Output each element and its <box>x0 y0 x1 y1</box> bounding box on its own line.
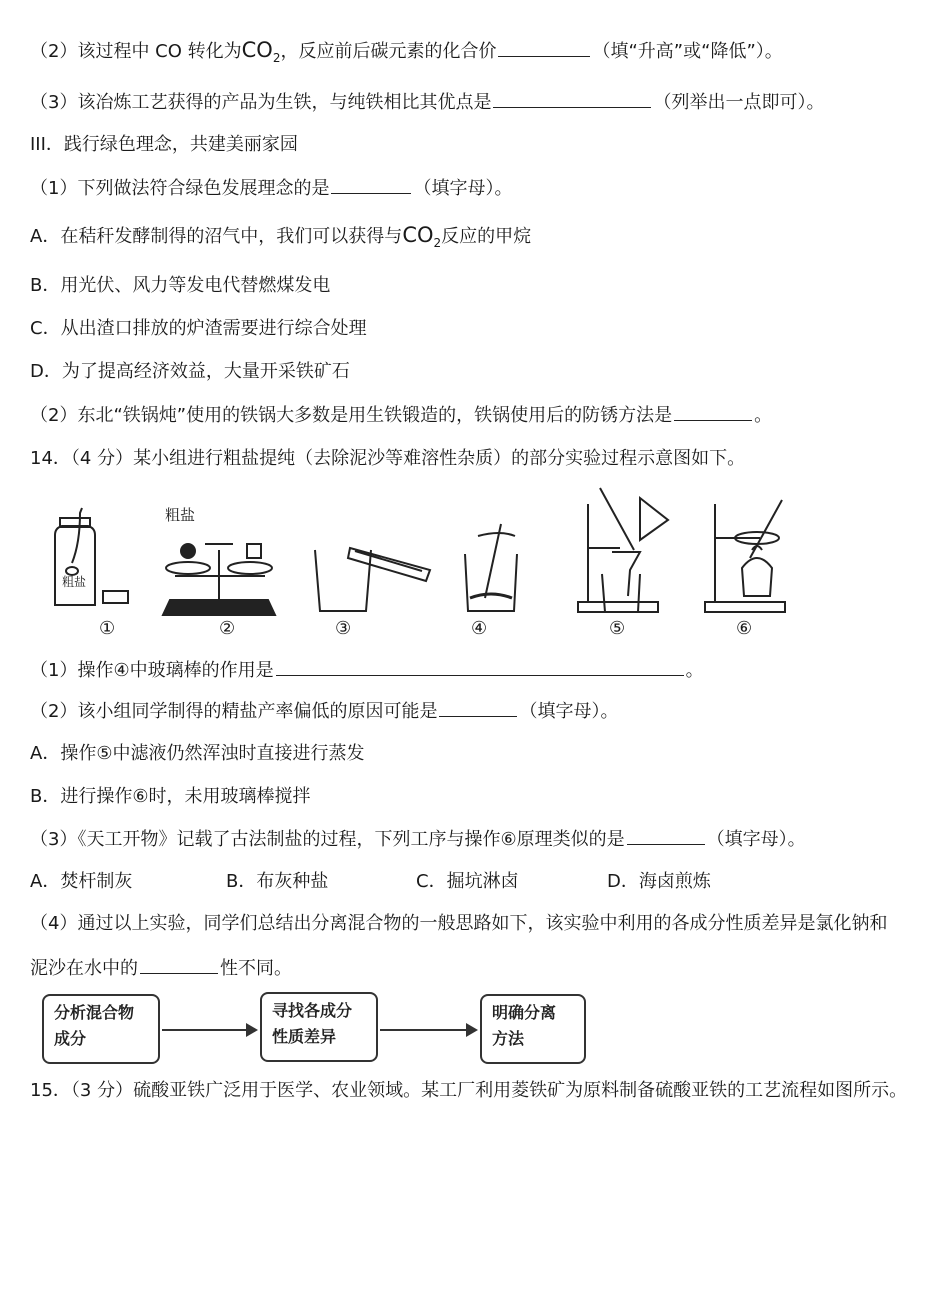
step-label-3: ③ <box>335 618 352 639</box>
question-15-title: 15．（3 分）硫酸亚铁广泛用于医学、农业领域。某工厂利用菱铁矿为原料制备硫酸亚铁的工艺流程如图所示。 <box>30 1080 908 1101</box>
stirring-beaker-icon <box>465 524 517 611</box>
answer-blank[interactable] <box>627 826 705 845</box>
question-3-2-rust: （2）东北“铁锅炖”使用的铁锅大多数是用生铁锻造的，铁锅使用后的防锈方法是 。 <box>30 402 945 429</box>
step-label-2: ② <box>219 618 236 639</box>
jar-label: 粗盐 <box>62 575 87 589</box>
step-label-1: ① <box>99 618 116 639</box>
section-3-title: III．践行绿色理念，共建美丽家园 <box>30 134 298 155</box>
question-3-1-green: （1）下列做法符合绿色发展理念的是 （填字母）。 <box>30 175 945 202</box>
pouring-beaker-icon <box>315 548 430 611</box>
option-c: C．从出渣口排放的炉渣需要进行综合处理 <box>30 318 367 339</box>
co2-formula: $CO_2$ <box>241 38 281 65</box>
evaporation-stand-icon <box>705 500 785 612</box>
question-14-3: （3）《天工开物》记载了古法制盐的过程，下列工序与操作⑥原理类似的是 （填字母）。 <box>30 826 945 853</box>
co2-formula: $CO_2$ <box>402 223 442 250</box>
filtration-stand-icon <box>578 488 668 612</box>
option-d: D．海卤煎炼 <box>607 871 711 892</box>
question-14-2: （2）该小组同学制得的精盐产率偏低的原因可能是 （填字母）。 <box>30 698 945 725</box>
answer-blank[interactable] <box>498 38 590 57</box>
flow-arrow-1 <box>162 1029 256 1031</box>
question-14-2-option-a: A．操作⑤中滤液仍然浑浊时直接进行蒸发 <box>30 743 365 764</box>
flow-step-analyze: 分析混合物 成分 <box>42 994 160 1064</box>
answer-blank[interactable] <box>276 657 684 676</box>
question-3-pig-iron: （3）该冶炼工艺获得的产品为生铁，与纯铁相比其优点是 （列举出一点即可）。 <box>30 89 945 116</box>
question-14-2-option-b: B．进行操作⑥时，未用玻璃棒搅拌 <box>30 786 311 807</box>
step-label-4: ④ <box>471 618 488 639</box>
answer-blank[interactable] <box>674 402 752 421</box>
option-b: B．用光伏、风力等发电代替燃煤发电 <box>30 275 331 296</box>
question-14-4-line1: （4）通过以上实验，同学们总结出分离混合物的一般思路如下，该实验中利用的各成分性质差异是氯化钠和 <box>30 913 888 934</box>
question-14-4-line2: 泥沙在水中的 性不同。 <box>30 955 945 982</box>
option-a: A．焚杆制灰 <box>30 871 133 892</box>
option-a: A．在秸秆发酵制得的沼气中，我们可以获得与$CO_2$反应的甲烷 <box>30 223 532 250</box>
balance-icon <box>163 544 275 615</box>
answer-blank[interactable] <box>140 955 218 974</box>
question-2-carbon-valence: （2）该过程中 CO 转化为$CO_2$，反应前后碳元素的化合价 （填“升高”或“降低”）。 <box>30 38 783 65</box>
question-14-title: 14．（4 分）某小组进行粗盐提纯（去除泥沙等难溶性杂质）的部分实验过程示意图如下。 <box>30 448 746 469</box>
option-b: B．布灰种盐 <box>226 871 329 892</box>
answer-blank[interactable] <box>439 698 517 717</box>
option-d: D．为了提高经济效益，大量开采铁矿石 <box>30 361 350 382</box>
question-14-1: （1）操作④中玻璃棒的作用是 。 <box>30 657 945 684</box>
flow-step-method: 明确分离 方法 <box>480 994 586 1064</box>
salt-purification-figure <box>0 478 945 618</box>
option-c: C．掘坑淋卤 <box>416 871 519 892</box>
answer-blank[interactable] <box>331 175 411 194</box>
flow-step-find-differences: 寻找各成分 性质差异 <box>260 992 378 1062</box>
reagent-jar-icon <box>55 508 128 605</box>
answer-blank[interactable] <box>493 89 651 108</box>
step-label-6: ⑥ <box>736 618 753 639</box>
flow-arrow-2 <box>380 1029 476 1031</box>
step-label-5: ⑤ <box>609 618 626 639</box>
balance-label: 粗盐 <box>165 506 196 524</box>
